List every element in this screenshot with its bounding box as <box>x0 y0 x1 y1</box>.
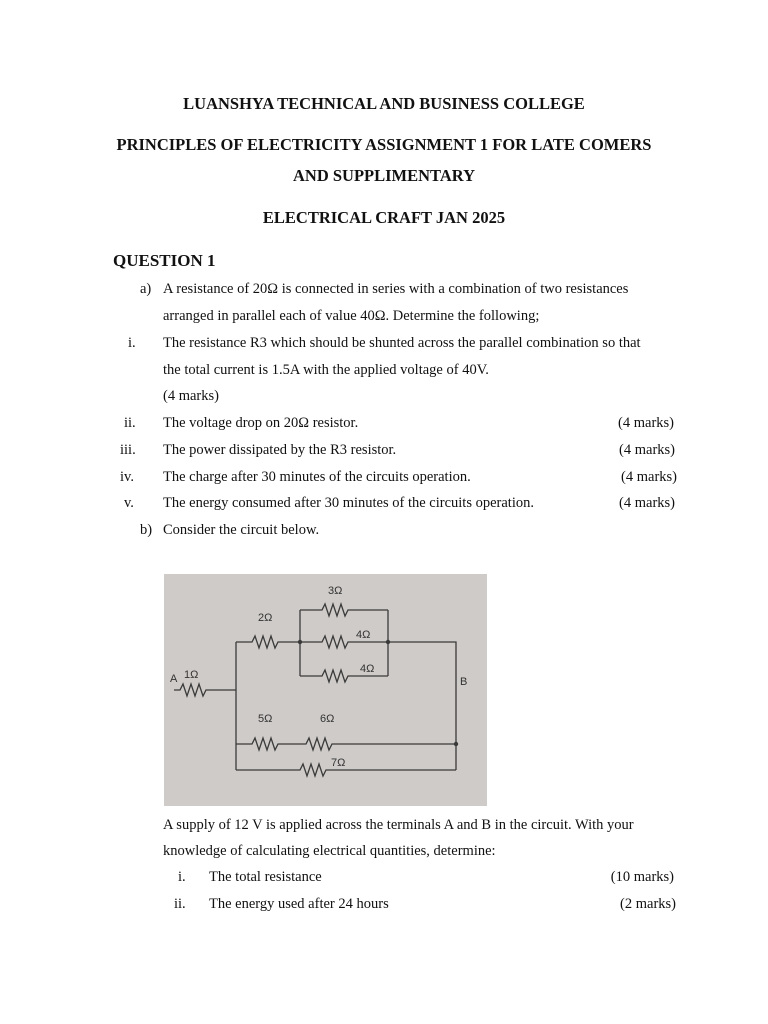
resistor-7-label: 7Ω <box>331 757 346 769</box>
part-b-label: b) <box>140 522 153 538</box>
item-marks: (4 marks) <box>621 469 677 485</box>
item-text-line2: the total current is 1.5A with the applied voltage of 40V. <box>163 362 489 378</box>
part-a-text-line1: A resistance of 20Ω is connected in series with a combination of two resistances <box>163 281 629 297</box>
supply-text-line2: knowledge of calculating electrical quantities, determine: <box>163 843 496 859</box>
circuit-drawing <box>164 574 487 806</box>
resistor-4a-symbol <box>300 636 388 648</box>
item-text: The energy consumed after 30 minutes of the circuits operation. <box>163 495 534 511</box>
wire-right <box>388 642 456 770</box>
item-number: iv. <box>120 469 134 485</box>
resistor-5-label: 5Ω <box>258 713 273 725</box>
resistor-2-symbol <box>236 636 300 648</box>
item-text: The energy used after 24 hours <box>209 896 389 912</box>
question-title: QUESTION 1 <box>113 251 216 270</box>
course-title: ELECTRICAL CRAFT JAN 2025 <box>262 208 506 227</box>
resistor-1-symbol <box>174 684 236 696</box>
item-marks: (2 marks) <box>620 896 676 912</box>
resistor-4b-label: 4Ω <box>360 663 375 675</box>
resistor-3-label: 3Ω <box>328 585 343 597</box>
resistor-3-symbol <box>300 604 388 616</box>
resistor-6-label: 6Ω <box>320 713 335 725</box>
circuit-diagram-photo <box>164 574 487 806</box>
resistor-7-symbol <box>236 764 456 776</box>
resistor-2-label: 2Ω <box>258 612 273 624</box>
junction-dot <box>386 640 390 644</box>
item-number: v. <box>124 495 134 511</box>
supply-text-line1: A supply of 12 V is applied across the terminals A and B in the circuit. With your <box>163 817 634 833</box>
item-text: The total resistance <box>209 869 322 885</box>
item-marks: (4 marks) <box>163 388 219 404</box>
junction-dot <box>454 742 458 746</box>
terminal-a-label: A <box>170 673 178 685</box>
resistor-4b-symbol <box>300 670 388 682</box>
item-marks: (4 marks) <box>619 495 675 511</box>
resistor-1-label: 1Ω <box>184 669 199 681</box>
item-number: i. <box>128 335 136 351</box>
item-marks: (4 marks) <box>619 442 675 458</box>
junction-dot <box>298 640 302 644</box>
item-text: The voltage drop on 20Ω resistor. <box>163 415 359 431</box>
item-marks: (10 marks) <box>610 869 674 885</box>
part-a-text-line2: arranged in parallel each of value 40Ω. Determine the following; <box>163 308 540 324</box>
college-name: LUANSHYA TECHNICAL AND BUSINESS COLLEGE <box>183 94 585 113</box>
item-number: ii. <box>174 896 186 912</box>
resistors-5-6-symbols <box>236 738 456 750</box>
part-b-text: Consider the circuit below. <box>163 522 320 538</box>
assignment-title-line2: AND SUPPLIMENTARY <box>293 166 475 185</box>
part-a-label: a) <box>140 281 152 297</box>
item-number: i. <box>178 869 186 885</box>
item-text: The power dissipated by the R3 resistor. <box>163 442 397 458</box>
assignment-title-line1: PRINCIPLES OF ELECTRICITY ASSIGNMENT 1 FOR LATE COMERS <box>116 135 652 154</box>
item-text: The charge after 30 minutes of the circuits operation. <box>163 469 471 485</box>
item-text-line1: The resistance R3 which should be shunted across the parallel combination so that <box>163 335 641 351</box>
terminal-b-label: B <box>460 676 468 688</box>
resistor-4a-label: 4Ω <box>356 629 371 641</box>
item-number: ii. <box>124 415 136 431</box>
item-marks: (4 marks) <box>618 415 674 431</box>
item-number: iii. <box>120 442 136 458</box>
